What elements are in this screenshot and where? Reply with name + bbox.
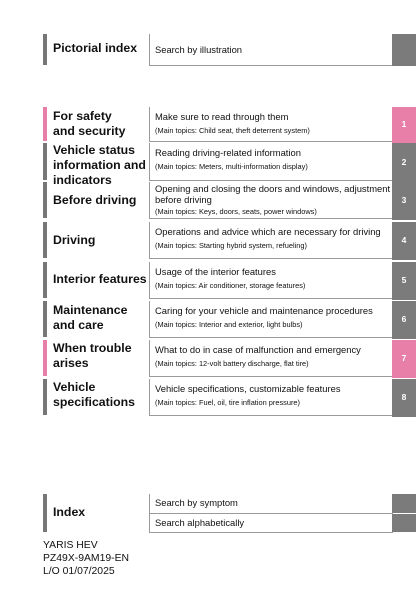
chapter-tab-2[interactable]: [392, 143, 416, 182]
chapter-bar-4: [43, 222, 47, 258]
index-label[interactable]: Index: [53, 505, 86, 519]
chapter-description-3: Opening and closing the doors and windows, adjustment before driving: [155, 183, 391, 205]
chapter-topics-1: (Main topics: Child seat, theft deterrent system): [155, 126, 310, 135]
chapter-topics-3: (Main topics: Keys, doors, seats, power windows): [155, 207, 317, 216]
chapter-bar-1: [43, 107, 47, 141]
chapter-label-4[interactable]: Driving: [53, 233, 96, 247]
chapter-bar-6: [43, 301, 47, 337]
chapter-label-6[interactable]: Maintenance and care: [53, 303, 128, 332]
chapter-tab-3[interactable]: [392, 182, 416, 220]
chapter-topics-8: (Main topics: Fuel, oil, tire inflation pressure): [155, 398, 300, 407]
chapter-number-7: 7: [401, 353, 407, 363]
chapter-tab-4[interactable]: [392, 222, 416, 260]
pictorial-index-label[interactable]: Pictorial index: [53, 41, 138, 55]
chapter-row-1[interactable]: [149, 107, 393, 142]
chapter-topics-5: (Main topics: Air conditioner, storage features): [155, 281, 306, 290]
chapter-topics-2: (Main topics: Meters, multi-information display): [155, 162, 308, 171]
footer-model: YARIS HEV: [43, 540, 98, 551]
chapter-tab-7[interactable]: [392, 340, 416, 378]
chapter-label-5[interactable]: Interior features: [53, 272, 147, 286]
chapter-description-4: Operations and advice which are necessary for driving: [155, 226, 381, 237]
chapter-label-2[interactable]: Vehicle status information and indicators: [53, 143, 146, 187]
chapter-row-8[interactable]: [149, 379, 393, 416]
chapter-row-4[interactable]: [149, 222, 393, 259]
chapter-description-6: Caring for your vehicle and maintenance procedures: [155, 305, 373, 316]
chapter-topics-4: (Main topics: Starting hybrid system, refueling): [155, 241, 307, 250]
search-alphabetically-row[interactable]: [149, 513, 393, 533]
pictorial-index-bar: [43, 34, 47, 65]
chapter-number-2: 2: [401, 156, 407, 167]
chapter-tab-5[interactable]: [392, 262, 416, 300]
chapter-tab-6[interactable]: [392, 301, 416, 339]
pictorial-index-row[interactable]: [149, 34, 393, 66]
chapter-description-7: What to do in case of malfunction and emergency: [155, 344, 361, 355]
index-symptom-tab[interactable]: [392, 494, 416, 513]
chapter-description-2: Reading driving-related information: [155, 147, 301, 158]
search-by-symptom-row[interactable]: [149, 494, 393, 514]
chapter-row-7[interactable]: [149, 340, 393, 377]
chapter-number-5: 5: [401, 275, 407, 285]
chapter-topics-7: (Main topics: 12-volt battery discharge, flat tire): [155, 359, 309, 368]
index-alpha-tab[interactable]: [392, 514, 416, 532]
chapter-bar-2: [43, 143, 47, 180]
pictorial-index-tab[interactable]: [392, 34, 416, 66]
chapter-number-3: 3: [401, 195, 407, 205]
chapter-bar-7: [43, 340, 47, 376]
chapter-bar-8: [43, 379, 47, 415]
chapter-bar-5: [43, 262, 47, 298]
chapter-row-6[interactable]: [149, 301, 393, 338]
footer-code: PZ49X-9AM19-EN: [43, 553, 130, 564]
chapter-description-8: Vehicle specifications, customizable features: [155, 383, 341, 394]
search-alphabetically-text: Search alphabetically: [155, 517, 245, 528]
chapter-label-7[interactable]: When trouble arises: [53, 341, 132, 370]
chapter-number-1: 1: [401, 119, 407, 129]
chapter-tab-8[interactable]: [392, 379, 416, 417]
chapter-label-1[interactable]: For safety and security: [53, 109, 126, 138]
pictorial-index-description: Search by illustration: [155, 44, 243, 55]
chapter-description-5: Usage of the interior features: [155, 266, 276, 277]
chapter-row-3[interactable]: [149, 182, 393, 219]
index-bar: [43, 494, 47, 532]
chapter-row-5[interactable]: [149, 262, 393, 299]
search-by-symptom-text: Search by symptom: [155, 497, 238, 508]
chapter-row-2[interactable]: [149, 143, 393, 181]
chapter-label-8[interactable]: Vehicle specifications: [53, 380, 136, 409]
chapter-description-1: Make sure to read through them: [155, 111, 289, 122]
chapter-bar-3: [43, 182, 47, 218]
chapter-number-8: 8: [401, 392, 407, 402]
chapter-number-6: 6: [401, 314, 407, 324]
chapter-label-3[interactable]: Before driving: [53, 193, 137, 207]
chapter-topics-6: (Main topics: Interior and exterior, light bulbs): [155, 320, 303, 329]
footer-lo: L/O 01/07/2025: [43, 566, 115, 577]
chapter-number-4: 4: [401, 235, 407, 245]
chapter-tab-1[interactable]: [392, 107, 416, 143]
